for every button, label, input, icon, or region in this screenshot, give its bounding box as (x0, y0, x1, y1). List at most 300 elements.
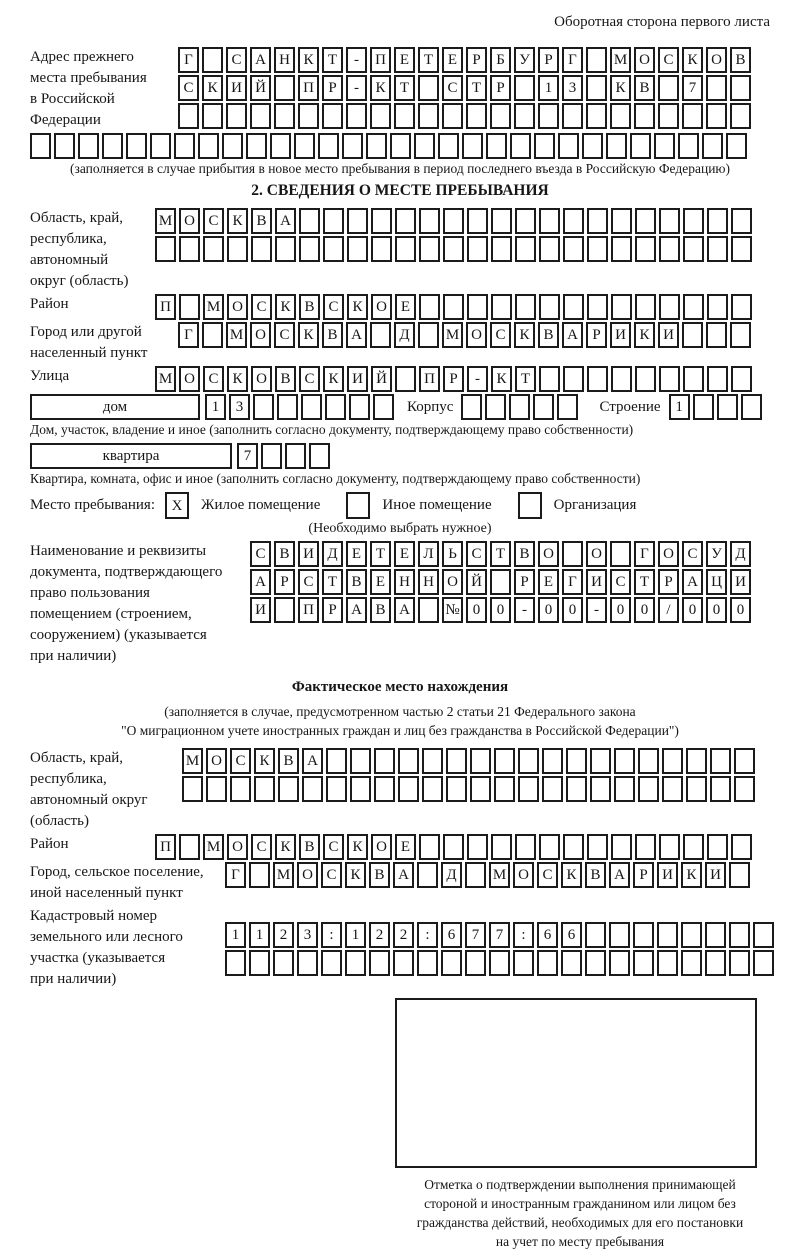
char-box (470, 776, 491, 802)
char-box: Т (370, 541, 391, 567)
char-box: К (227, 366, 248, 392)
char-box: : (513, 922, 534, 948)
char-box: П (155, 294, 176, 320)
prev-address-label (30, 47, 178, 131)
zhiloe-checkbox: X (165, 492, 189, 519)
char-box (393, 950, 414, 976)
char-box (494, 776, 515, 802)
char-box: И (347, 366, 368, 392)
char-box: Б (490, 47, 511, 73)
char-box (657, 922, 678, 948)
char-box (102, 133, 123, 159)
char-box: 7 (489, 922, 510, 948)
char-box: Р (466, 47, 487, 73)
char-box: М (182, 748, 203, 774)
raion-block (30, 294, 770, 320)
char-box: 1 (669, 394, 690, 420)
char-box: Е (370, 569, 391, 595)
char-box (710, 776, 731, 802)
char-box (370, 103, 391, 129)
char-box: Р (322, 75, 343, 101)
char-row (155, 236, 755, 262)
char-box: П (155, 834, 176, 860)
char-box (438, 133, 459, 159)
char-box (203, 236, 224, 262)
char-box (514, 75, 535, 101)
char-box (326, 776, 347, 802)
fact-gorod-block (30, 862, 770, 904)
char-box (566, 748, 587, 774)
char-box (369, 950, 390, 976)
char-box (322, 103, 343, 129)
char-box (270, 133, 291, 159)
char-box (462, 133, 483, 159)
fact-note (30, 702, 770, 740)
char-box: К (347, 294, 368, 320)
char-box (253, 394, 274, 420)
text-line: Город, сельское поселение, (30, 864, 204, 880)
char-box: В (274, 541, 295, 567)
char-box (394, 103, 415, 129)
char-box: К (202, 75, 223, 101)
char-box (302, 776, 323, 802)
char-box (542, 776, 563, 802)
oblast-label (30, 208, 155, 292)
char-box (681, 950, 702, 976)
char-box (371, 208, 392, 234)
char-box (563, 366, 584, 392)
char-box: Т (322, 47, 343, 73)
char-box: О (706, 47, 727, 73)
char-box: П (298, 597, 319, 623)
char-box (274, 597, 295, 623)
kvartira-type-box: квартира (30, 443, 232, 469)
char-box (533, 394, 554, 420)
char-box (273, 950, 294, 976)
char-row (178, 47, 754, 73)
char-box (686, 776, 707, 802)
char-box (227, 236, 248, 262)
char-box (370, 322, 391, 348)
char-box: К (634, 322, 655, 348)
char-box (731, 236, 752, 262)
char-box (635, 294, 656, 320)
char-box (638, 748, 659, 774)
text-line: Область, край, (30, 750, 124, 766)
char-box (707, 834, 728, 860)
char-row (178, 75, 754, 101)
text-line: при наличии) (30, 971, 117, 987)
char-box: Д (730, 541, 751, 567)
char-box (178, 103, 199, 129)
char-box (734, 748, 755, 774)
char-box (586, 75, 607, 101)
char-box: А (393, 862, 414, 888)
char-box: Е (442, 47, 463, 73)
char-box (659, 236, 680, 262)
char-box: Й (250, 75, 271, 101)
text-line: Кадастровый номер (30, 908, 157, 924)
char-box (274, 103, 295, 129)
char-box: Т (634, 569, 655, 595)
char-box (633, 950, 654, 976)
char-box (561, 950, 582, 976)
char-box (586, 103, 607, 129)
char-box (395, 236, 416, 262)
char-box: В (278, 748, 299, 774)
char-box: И (610, 322, 631, 348)
char-box (298, 103, 319, 129)
char-box (418, 75, 439, 101)
char-box: К (345, 862, 366, 888)
char-box (538, 103, 559, 129)
char-box (294, 133, 315, 159)
char-box: С (682, 541, 703, 567)
stamp-area (30, 998, 770, 1251)
char-box (297, 950, 318, 976)
text-line: сооружением) (указывается (30, 627, 207, 643)
char-box (659, 366, 680, 392)
text-line: документа, подтверждающего (30, 564, 223, 580)
document-label (30, 541, 250, 667)
fact-title: Фактическое место нахождения (291, 679, 509, 695)
char-box (491, 294, 512, 320)
char-box: В (346, 569, 367, 595)
char-box: 0 (682, 597, 703, 623)
char-box: О (466, 322, 487, 348)
char-box: В (322, 322, 343, 348)
char-box: С (610, 569, 631, 595)
text-line: земельного или лесного (30, 929, 183, 945)
char-box: 1 (249, 922, 270, 948)
fact-raion-block (30, 834, 770, 860)
char-box (325, 394, 346, 420)
char-box (470, 748, 491, 774)
text-line: на учет по месту пребывания (495, 1234, 665, 1249)
char-box (518, 776, 539, 802)
char-box (706, 75, 727, 101)
char-box: С (442, 75, 463, 101)
mesto-hint: (Необходимо выбрать нужное) (308, 521, 492, 536)
fact-raion-label: Район (30, 836, 69, 852)
char-box (422, 776, 443, 802)
char-box (731, 208, 752, 234)
char-box (419, 236, 440, 262)
char-box (491, 208, 512, 234)
char-box: С (299, 366, 320, 392)
char-box: : (417, 922, 438, 948)
ulitsa-block (30, 366, 770, 392)
char-row (182, 748, 758, 774)
char-box (634, 103, 655, 129)
char-box (635, 236, 656, 262)
dom-row (30, 394, 770, 420)
char-box (705, 922, 726, 948)
char-box (278, 776, 299, 802)
char-box (246, 133, 267, 159)
char-box (321, 950, 342, 976)
char-box (515, 294, 536, 320)
dom-caption: Дом, участок, владение и иное (заполнить согласно документу, подтверждающему право собственности) (30, 422, 634, 437)
text-line: иной населенный пункт (30, 885, 183, 901)
char-box (249, 862, 270, 888)
inoe-checkbox (346, 492, 370, 519)
char-box: О (513, 862, 534, 888)
char-box (730, 103, 751, 129)
char-box (539, 208, 560, 234)
text-line: право пользования (30, 585, 150, 601)
char-box (274, 75, 295, 101)
char-box: О (227, 294, 248, 320)
text-line: Адрес прежнего (30, 49, 134, 65)
char-box: Г (178, 322, 199, 348)
char-box: О (227, 834, 248, 860)
char-box (309, 443, 330, 469)
char-box (78, 133, 99, 159)
char-box: Т (490, 541, 511, 567)
char-box: И (705, 862, 726, 888)
char-box (373, 394, 394, 420)
char-box (562, 103, 583, 129)
text-line: Федерации (30, 112, 101, 128)
char-box (418, 597, 439, 623)
char-box: К (681, 862, 702, 888)
char-box (729, 922, 750, 948)
char-box (710, 748, 731, 774)
char-box: О (297, 862, 318, 888)
char-box: С (323, 834, 344, 860)
char-row (250, 597, 754, 623)
char-box: Е (394, 47, 415, 73)
char-box: С (658, 47, 679, 73)
char-box: К (275, 294, 296, 320)
inoe-label: Иное помещение (382, 497, 492, 513)
char-row (155, 366, 755, 392)
char-box: 0 (466, 597, 487, 623)
char-box: - (467, 366, 488, 392)
char-box (467, 834, 488, 860)
char-box (443, 834, 464, 860)
char-box (582, 133, 603, 159)
text-line: (заполняется в случае, предусмотренном частью 2 статьи 21 Федерального закона (164, 704, 636, 719)
char-box: 0 (538, 597, 559, 623)
text-line: Наименование и реквизиты (30, 543, 207, 559)
text-line: Отметка о подтверждении выполнения принимающей (424, 1177, 736, 1192)
char-box (539, 294, 560, 320)
char-box: Р (274, 569, 295, 595)
char-box: В (538, 322, 559, 348)
char-box (465, 950, 486, 976)
text-line: участка (указывается (30, 950, 166, 966)
char-box (537, 950, 558, 976)
char-box (513, 950, 534, 976)
char-box: С (230, 748, 251, 774)
char-row (178, 322, 754, 348)
char-box: Н (274, 47, 295, 73)
char-box (467, 294, 488, 320)
char-box (366, 133, 387, 159)
char-box (417, 862, 438, 888)
char-box: 0 (562, 597, 583, 623)
char-row (225, 922, 777, 948)
char-box (729, 862, 750, 888)
char-box (717, 394, 738, 420)
char-box: К (254, 748, 275, 774)
char-box: И (586, 569, 607, 595)
char-box: : (321, 922, 342, 948)
organizatsiya-checkbox (518, 492, 542, 519)
char-box: Г (562, 47, 583, 73)
char-box (683, 294, 704, 320)
char-box (285, 443, 306, 469)
char-box: С (203, 366, 224, 392)
char-box: Д (322, 541, 343, 567)
char-box (491, 834, 512, 860)
char-box (753, 922, 774, 948)
fact-oblast-block (30, 748, 770, 832)
mesto-prebyvaniya-row (30, 492, 770, 519)
section2-title: 2. СВЕДЕНИЯ О МЕСТЕ ПРЕБЫВАНИЯ (251, 182, 549, 199)
char-box: С (203, 208, 224, 234)
stamp-box (395, 998, 757, 1168)
text-line: стороной и иностранным гражданином или лицом без (424, 1196, 736, 1211)
char-box: В (634, 75, 655, 101)
char-box (542, 748, 563, 774)
char-box (587, 208, 608, 234)
char-box (299, 236, 320, 262)
char-box (610, 541, 631, 567)
char-box (342, 133, 363, 159)
char-box (390, 133, 411, 159)
char-box (441, 950, 462, 976)
text-line: Область, край, (30, 210, 124, 226)
char-box: М (442, 322, 463, 348)
char-box (518, 748, 539, 774)
char-box: П (419, 366, 440, 392)
char-box (659, 834, 680, 860)
char-box: Ь (442, 541, 463, 567)
char-box (350, 776, 371, 802)
char-box: К (275, 834, 296, 860)
char-box: В (275, 366, 296, 392)
char-box: И (226, 75, 247, 101)
char-box: - (586, 597, 607, 623)
char-box: Р (633, 862, 654, 888)
char-box: Г (225, 862, 246, 888)
char-box (682, 322, 703, 348)
char-box: К (610, 75, 631, 101)
char-box (251, 236, 272, 262)
fact-gorod-label (30, 862, 225, 904)
char-box (705, 950, 726, 976)
char-box: О (442, 569, 463, 595)
char-box: В (514, 541, 535, 567)
char-box (443, 236, 464, 262)
char-box (609, 950, 630, 976)
char-box: Г (562, 569, 583, 595)
char-box (753, 950, 774, 976)
char-box (398, 748, 419, 774)
char-box (179, 294, 200, 320)
char-box: О (179, 208, 200, 234)
char-row (155, 294, 755, 320)
char-box (490, 103, 511, 129)
char-box (491, 236, 512, 262)
char-box: О (250, 322, 271, 348)
char-box (635, 366, 656, 392)
mesto-label: Место пребывания: (30, 497, 155, 513)
char-box: О (371, 294, 392, 320)
char-box: Е (346, 541, 367, 567)
char-box (345, 950, 366, 976)
char-box: Г (178, 47, 199, 73)
char-box (350, 748, 371, 774)
dom-type-box: дом (30, 394, 200, 420)
char-box: В (730, 47, 751, 73)
char-box (179, 834, 200, 860)
char-box (489, 950, 510, 976)
char-box: П (370, 47, 391, 73)
char-box: Е (538, 569, 559, 595)
char-box: 7 (465, 922, 486, 948)
char-box (485, 394, 506, 420)
char-box: М (273, 862, 294, 888)
char-box (682, 103, 703, 129)
text-line: округ (область) (30, 273, 129, 289)
char-box: 7 (682, 75, 703, 101)
gorod-block (30, 322, 770, 364)
char-box: М (203, 294, 224, 320)
char-box: Т (466, 75, 487, 101)
char-box (371, 236, 392, 262)
char-box: 0 (490, 597, 511, 623)
char-box (155, 236, 176, 262)
stroenie-label: Строение (599, 399, 661, 415)
char-box: И (657, 862, 678, 888)
char-box: 1 (345, 922, 366, 948)
char-box: И (658, 322, 679, 348)
char-box (558, 133, 579, 159)
char-box: Т (322, 569, 343, 595)
char-box: Р (443, 366, 464, 392)
text-line: населенный пункт (30, 345, 148, 361)
char-box (707, 208, 728, 234)
char-box (467, 208, 488, 234)
char-box: К (347, 834, 368, 860)
char-box (150, 133, 171, 159)
char-box (683, 208, 704, 234)
char-box (657, 950, 678, 976)
char-box (461, 394, 482, 420)
char-row (182, 776, 758, 802)
char-box (606, 133, 627, 159)
char-box (515, 236, 536, 262)
char-box: - (346, 75, 367, 101)
char-box (726, 133, 747, 159)
char-box (515, 834, 536, 860)
prev-address-block (30, 47, 770, 131)
char-box: К (298, 47, 319, 73)
char-box (638, 776, 659, 802)
char-box: 0 (634, 597, 655, 623)
char-box (563, 834, 584, 860)
char-box: Р (586, 322, 607, 348)
char-box (374, 776, 395, 802)
char-box (566, 776, 587, 802)
char-box (611, 236, 632, 262)
prev-address-overflow-row (30, 133, 770, 159)
char-box: И (298, 541, 319, 567)
